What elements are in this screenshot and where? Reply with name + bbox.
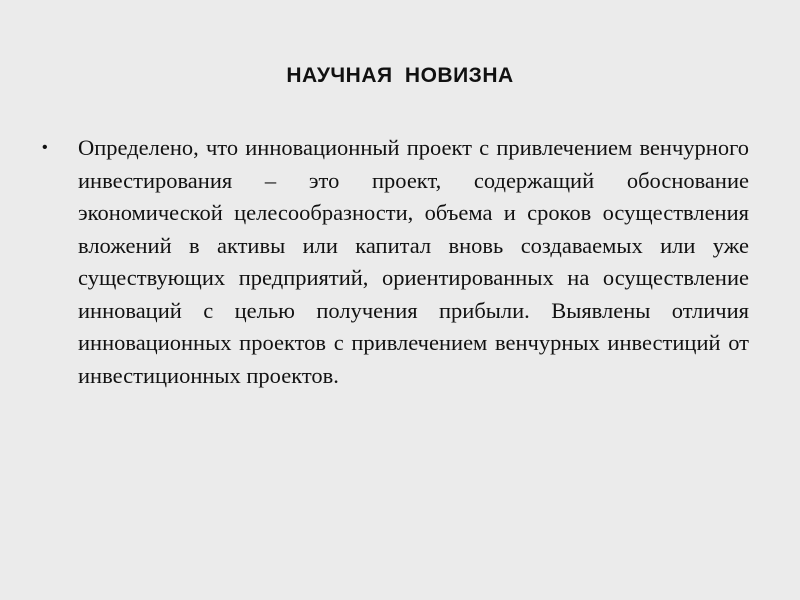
bullet-marker: • [42, 139, 48, 156]
bullet-text: Определено, что инновационный проект с привлечением венчурного инвестирования – это проект, содержащий обоснование экономической целесообразности, объема и сроков осуществления вложений в активы или капитал вновь создаваемых или уже существующих предприятий, ориентированных на осуществление инноваций с целью получения прибыли. Выявлены отличия инновационных проектов с привлечением венчурных инвестиций от инвестиционных проектов. [78, 135, 749, 388]
bullet-list [42, 132, 749, 392]
slide-title: НАУЧНАЯ НОВИЗНА [286, 64, 514, 87]
bullet-item [42, 132, 749, 392]
